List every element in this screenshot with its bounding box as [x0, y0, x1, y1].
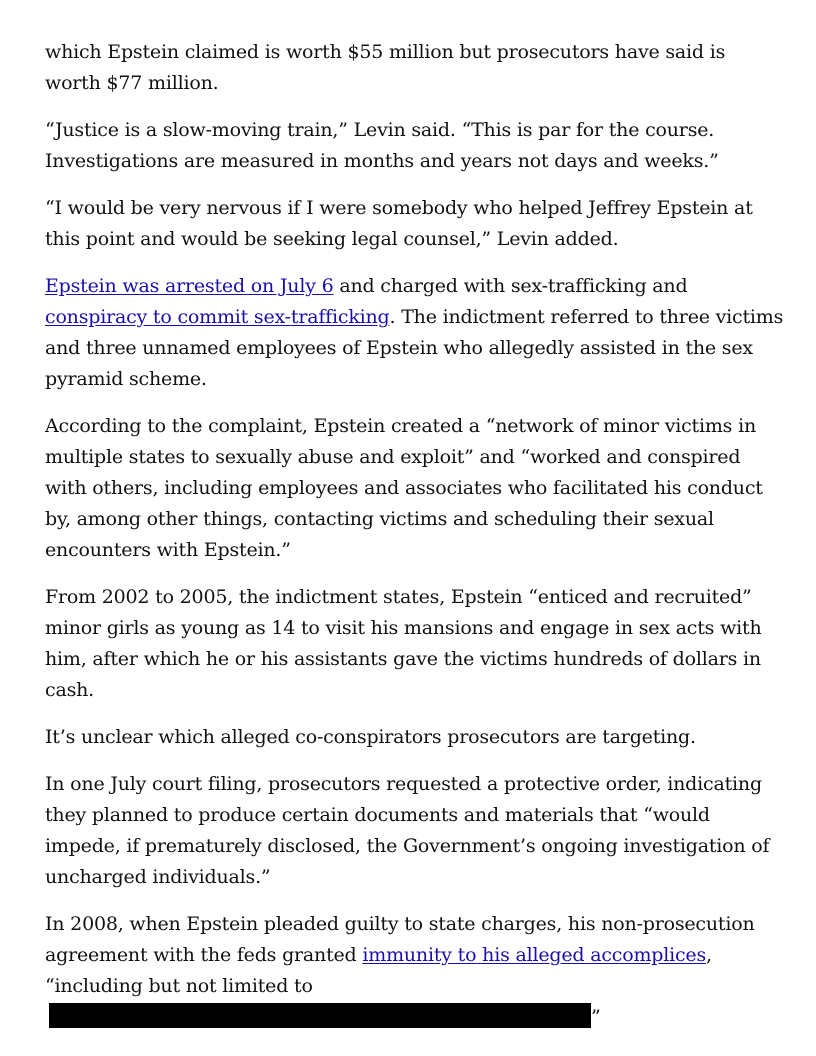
paragraph-text: , “including but not limited to: [45, 944, 712, 997]
paragraph-text: “Justice is a slow-moving train,” Levin said. “This is par for the course. Investigations are measured in months and years not days and weeks.”: [45, 119, 719, 172]
paragraph-6: [45, 582, 785, 706]
paragraph-7: [45, 722, 785, 753]
link-conspiracy[interactable]: conspiracy to commit sex-trafficking: [45, 306, 390, 328]
paragraph-text: . The indictment referred to three victims and three unnamed employees of Epstein who allegedly assisted in the sex pyramid scheme.: [45, 306, 784, 390]
article-body: [45, 37, 785, 1049]
link-immunity[interactable]: immunity to his alleged accomplices: [362, 944, 707, 966]
redaction-block: [49, 1003, 591, 1028]
paragraph-text: It’s unclear which alleged co-conspirators prosecutors are targeting.: [45, 726, 696, 748]
paragraph-text: In 2008, when Epstein pleaded guilty to state charges, his non-prosecution agreement with the feds granted: [45, 913, 755, 966]
paragraph-5: [45, 411, 785, 566]
paragraph-text: From 2002 to 2005, the indictment states, Epstein “enticed and recruited” minor girls as young as 14 to visit his mansions and engage in sex acts with him, after which he or his assistants gave the victims hundreds of dollars in cash.: [45, 586, 762, 701]
paragraph-text: and charged with sex-trafficking and: [333, 275, 688, 297]
paragraph-9: [45, 909, 785, 1033]
closing-quote: ”: [591, 1006, 601, 1028]
paragraph-4: [45, 271, 785, 395]
paragraph-2: [45, 115, 785, 177]
paragraph-3: [45, 193, 785, 255]
paragraph-text: According to the complaint, Epstein created a “network of minor victims in multiple states to sexually abuse and exploit” and “worked and conspired with others, including employees and associates who facilitated his conduct by, among other things, contacting victims and scheduling their sexual encounters with Epstein.”: [45, 415, 763, 561]
paragraph-8: [45, 769, 785, 893]
paragraph-text: “I would be very nervous if I were somebody who helped Jeffrey Epstein at this point and would be seeking legal counsel,” Levin added.: [45, 197, 753, 250]
paragraph-text: In one July court filing, prosecutors requested a protective order, indicating they planned to produce certain documents and materials that “would impede, if prematurely disclosed, the Government’s ongoing investigation of uncharged individuals.”: [45, 773, 770, 888]
link-epstein-arrested[interactable]: Epstein was arrested on July 6: [45, 275, 334, 297]
paragraph-1: [45, 37, 785, 99]
paragraph-text: which Epstein claimed is worth $55 million but prosecutors have said is worth $77 million.: [45, 41, 726, 94]
